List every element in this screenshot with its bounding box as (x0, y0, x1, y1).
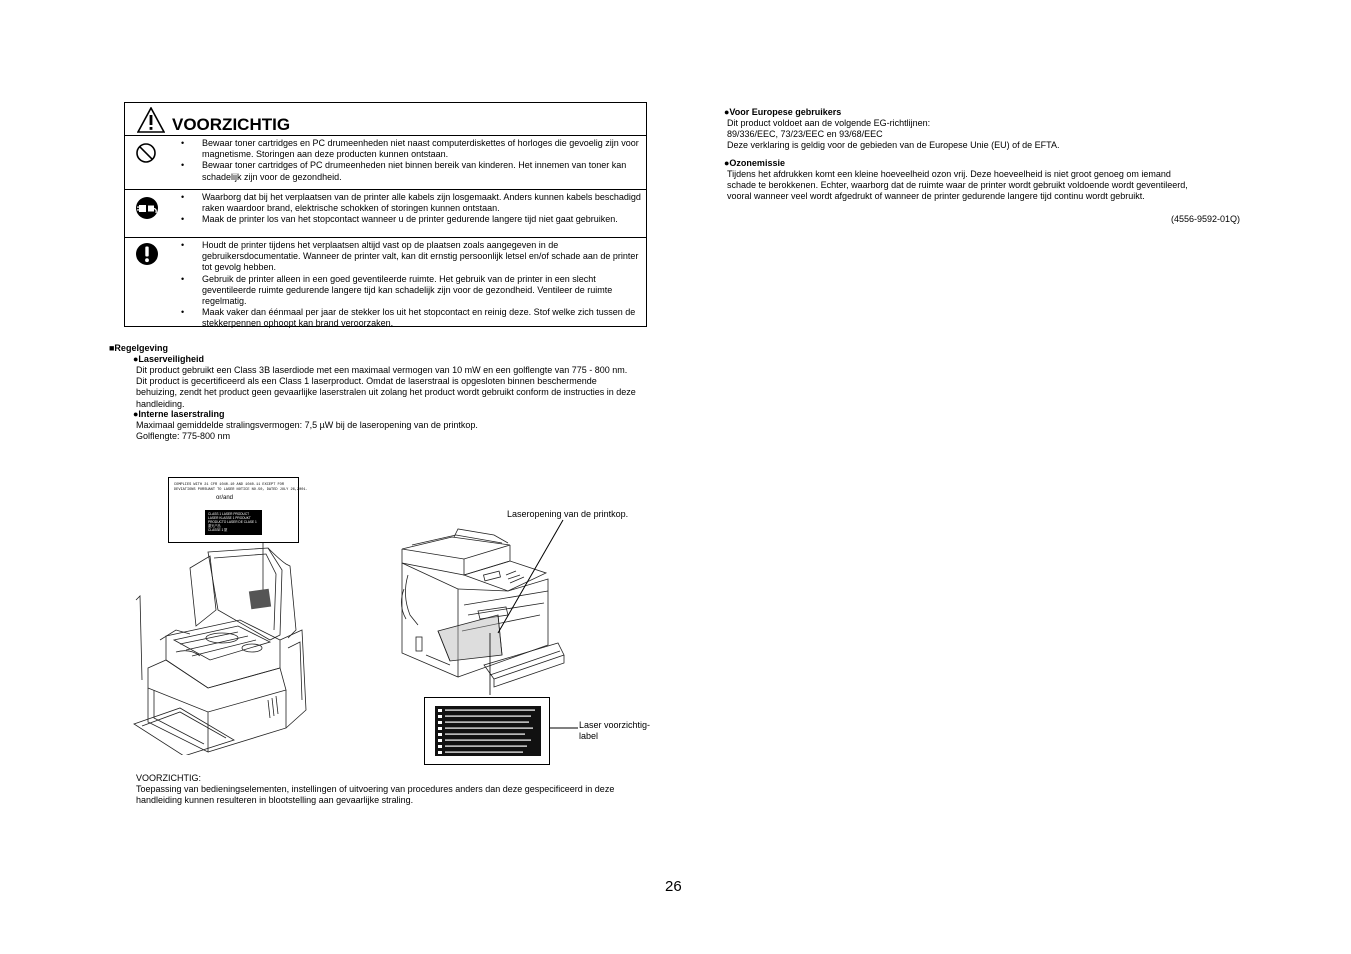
caution-item: • Maak vaker dan éénmaal per jaar de stekker los uit het stopcontact en reinig deze. Stof welke zich tussen de stekkerpennen ophoopt kan brand veroorzaken. (181, 307, 641, 329)
or-and-text: or/and (216, 495, 234, 501)
europe-text (727, 118, 1247, 152)
text-line: 激光产品 (208, 524, 221, 528)
text-line: CLASS 1 LASER PRODUCT (208, 512, 250, 516)
caution-list (181, 192, 641, 226)
caution-item: • Bewaar toner cartridges of PC drumeenheden niet binnen bereik van kinderen. Het innemen van toner kan schadelijk zijn voor de gezondheid. (181, 160, 641, 182)
text-line: Maximaal gemiddelde stralingsvermogen: 7,5 µW bij de laseropening van de printkop. (136, 420, 478, 430)
caution-item: • Maak de printer los van het stopcontact wanneer u de printer gedurende langere tijd niet gaat gebruiken. (181, 214, 641, 225)
caution-label-leader (550, 726, 578, 730)
text-line: CLASSE 1 類 (208, 528, 228, 532)
caution-item: • Waarborg dat bij het verplaatsen van de printer alle kabels zijn losgemaakt. Anders kunnen kabels beschadigd raken waardoor brand, elektrische schokken of storingen kunnen ontstaan. (181, 192, 641, 214)
text-line: DEVIATIONS PURSUANT TO LASER NOTICE NO.50, DATED JULY 26,2001. (174, 488, 308, 492)
text-line: label (579, 731, 599, 742)
ozone-heading: ●Ozonemissie (724, 158, 785, 168)
text-line: Laser voorzichtig- (579, 720, 651, 730)
text-line: PRODUCTO LASER DE CLASE 1 (208, 520, 257, 524)
text-line: Dit product gebruikt een Class 3B laserdiode met een maximaal vermogen van 10 mW en een golflengte van 775 - 800 nm. (136, 365, 628, 375)
exclamation-icon (135, 242, 159, 266)
interne-laserstraling-text (136, 420, 681, 442)
text-line: vooral wanneer veel wordt afgedrukt of wanneer de printer gedurende langere tijd continu wordt gebruikt. (727, 191, 1145, 202)
text-line: Golflengte: 775-800 nm (136, 431, 231, 442)
caution-title: VOORZICHTIG (172, 115, 291, 134)
text-line: Deze verklaring is geldig voor de gebieden van de Europese Unie (EU) of de EFTA. (727, 140, 1060, 151)
laser-compliance-label (168, 477, 308, 543)
caution-table (124, 102, 647, 327)
ozone-text (727, 169, 1247, 203)
laser-caution-label-text (579, 720, 650, 742)
text-line: COMPLIES WITH 21 CFR 1040.10 AND 1040.11 EXCEPT FOR (174, 483, 284, 487)
caution-item: • Houdt de printer tijdens het verplaatsen altijd vast op de plaatsen zoals aangegeven in de gebruikersdocumentatie. Wanneer de printer valt, kan dit ernstig persoonlijk letsel en/of schade aan de printer tot gevolg hebben. (181, 240, 641, 274)
caution-item: • Bewaar toner cartridges en PC drumeenheden niet naast computerdiskettes of horloges die gevoelig zijn voor magnetisme. Storingen aan deze producten kunnen ontstaan. (181, 138, 641, 160)
page-number: 26 (665, 878, 682, 895)
interne-laserstraling-heading: ●Interne laserstraling (133, 409, 225, 419)
europe-heading: ●Voor Europese gebruikers (724, 107, 842, 117)
text-line: handleiding. (136, 398, 185, 409)
open-printer-illustration (130, 540, 315, 755)
laserveiligheid-text (136, 365, 681, 410)
text-line: handleiding kunnen resulteren in blootstelling aan gevaarlijke straling. (136, 795, 414, 806)
text-line: Tijdens het afdrukken komt een kleine hoeveelheid ozon vrij. Deze hoeveelheid is niet groot genoeg om iemand (727, 169, 1171, 179)
text-line: Dit product is gecertificeerd als een Class 1 laserproduct. Omdat de laserstraal is opgesloten binnen beschermende (136, 376, 597, 387)
text-line: 89/336/EEC, 73/23/EEC en 93/68/EEC (727, 129, 883, 140)
caution-list (181, 138, 641, 183)
caution-note (136, 773, 681, 807)
caution-list (181, 240, 641, 330)
prohibition-icon (135, 142, 157, 164)
caution-label-text-lines (435, 706, 541, 756)
class1-laser-label (205, 510, 262, 535)
text-line: Dit product voldoet aan de volgende EG-richtlijnen: (727, 118, 931, 128)
laserveiligheid-heading: ●Laserveiligheid (133, 354, 204, 364)
document-code: (4556-9592-01Q) (1170, 214, 1240, 224)
text-line: Toepassing van bedieningselementen, instellingen of uitvoering van procedures anders dan deze gespecificeerd in deze (136, 784, 615, 795)
caution-note-heading: VOORZICHTIG: (136, 773, 201, 783)
laser-caution-label (435, 706, 541, 756)
regelgeving-heading: ■Regelgeving (109, 343, 168, 353)
compliance-text (174, 483, 308, 493)
caution-item: • Gebruik de printer alleen in een goed geventileerde ruimte. Het gebruik van de printer in een slecht geventileerde ruimte gedurende langere tijd kan schadelijk zijn voor de gezondheid. Ventileer de ruimte regelmatig. (181, 274, 641, 308)
laser-caution-label-box (424, 697, 550, 765)
unplug-icon (135, 196, 159, 220)
caution-row-unplug (125, 189, 646, 237)
text-line: LASER KLASSE 1 PRODUKT (208, 516, 251, 520)
warning-triangle-icon (137, 107, 165, 133)
text-line: behuizing, zendt het product geen gevaarlijke laserstralen uit zolang het product wordt gebruikt conform de instructies in deze (136, 387, 636, 398)
text-line: schade te berokkenen. Echter, waarborg dat de ruimte waar de printer wordt gebruikt voldoende wordt geventileerd, (727, 180, 1188, 191)
caution-row-exclamation (125, 237, 646, 329)
laser-opening-label: Laseropening van de printkop. (507, 509, 629, 519)
mfp-printer-illustration (398, 515, 568, 705)
caution-row-prohibition (125, 135, 646, 189)
